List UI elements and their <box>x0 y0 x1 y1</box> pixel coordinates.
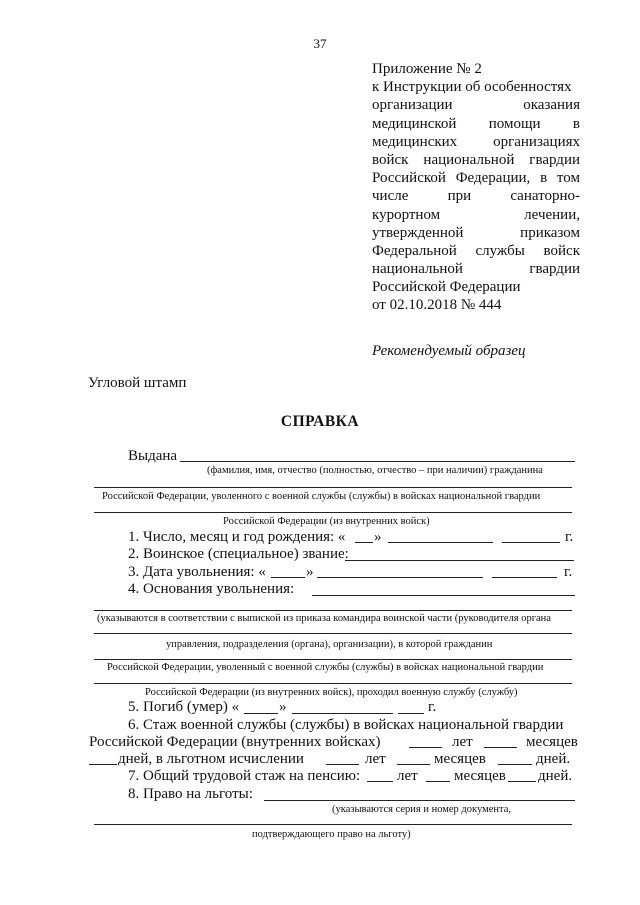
preferential-days-label: дней. <box>536 751 571 767</box>
fill-line[interactable] <box>94 633 572 634</box>
birth-date-label: 1. Число, месяц и год рождения: « <box>128 529 346 545</box>
corner-stamp-label: Угловой штамп <box>88 375 187 391</box>
appendix-line: Федеральной службы войск <box>372 242 580 259</box>
page-number: 37 <box>313 36 327 51</box>
birth-year-field[interactable] <box>502 542 560 543</box>
dismissal-month-field[interactable] <box>317 577 483 578</box>
appendix-line: Приложение № 2 <box>372 61 482 77</box>
service-years-label: лет <box>452 734 473 750</box>
appendix-line: Российской Федерации, в том <box>372 170 580 187</box>
service-months-field[interactable] <box>484 747 517 748</box>
preferential-months-label: месяцев <box>434 751 486 767</box>
work-years-field[interactable] <box>367 781 393 782</box>
benefits-field[interactable] <box>264 800 575 801</box>
issued-to-label: Выдана <box>128 448 178 464</box>
fill-line[interactable] <box>94 610 572 611</box>
service-days-field[interactable] <box>89 764 117 765</box>
service-years-field[interactable] <box>409 747 442 748</box>
sample-label: Рекомендуемый образец <box>372 343 526 359</box>
appendix-line: числе при санаторно- <box>372 188 580 205</box>
work-months-field[interactable] <box>426 781 450 782</box>
preferential-months-field[interactable] <box>397 764 430 765</box>
fill-line[interactable] <box>94 683 572 684</box>
died-year-field[interactable] <box>398 713 424 714</box>
work-days-field[interactable] <box>508 781 536 782</box>
grounds-hint-4: Российской Федерации (из внутренних войск), проходил военную службу (службу) <box>145 687 518 698</box>
issued-to-hint-2: Российской Федерации, уволенного с военной службы (службы) в войсках национальной гвардии <box>102 491 541 502</box>
work-years-label: лет <box>397 768 418 784</box>
appendix-block <box>372 60 580 315</box>
appendix-line: курортном лечении, <box>372 206 580 223</box>
died-label: 5. Погиб (умер) « <box>128 699 240 715</box>
appendix-line: Российской Федерации <box>372 279 521 296</box>
appendix-line: от 02.10.2018 № 444 <box>372 297 502 314</box>
work-months-label: месяцев <box>454 768 506 784</box>
issued-to-hint-3: Российской Федерации (из внутренних войск) <box>223 516 430 527</box>
died-month-field[interactable] <box>292 713 393 714</box>
preferential-years-label: лет <box>365 751 386 767</box>
service-months-label: месяцев <box>526 734 578 750</box>
appendix-line: организации оказания <box>372 97 580 114</box>
birth-month-field[interactable] <box>388 542 493 543</box>
preferential-years-field[interactable] <box>326 764 359 765</box>
appendix-line: утвержденной приказом <box>372 224 580 241</box>
grounds-label: 4. Основания увольнения: <box>128 581 295 597</box>
service-days-label: дней, в льготном исчислении <box>118 751 304 767</box>
dismissal-day-field[interactable] <box>271 577 305 578</box>
grounds-hint-3: Российской Федерации, уволенный с военной службы (службы) в войсках национальной гвардии <box>107 662 544 673</box>
dismissal-date-label: 3. Дата увольнения: « <box>128 564 266 580</box>
birth-day-field[interactable] <box>355 542 373 543</box>
fill-line[interactable] <box>94 487 572 488</box>
work-experience-label: 7. Общий трудовой стаж на пенсию: <box>128 768 361 784</box>
benefits-hint-2: подтверждающего право на льготу) <box>252 829 411 840</box>
died-quote-close: » <box>279 699 287 715</box>
document-title: СПРАВКА <box>280 413 360 430</box>
benefits-label: 8. Право на льготы: <box>128 786 253 802</box>
work-days-label: дней. <box>538 768 573 784</box>
appendix-line: медицинских организациях <box>372 133 580 150</box>
grounds-field[interactable] <box>312 595 575 596</box>
service-length-line-2: Российской Федерации (внутренних войсках) <box>89 734 381 750</box>
birth-year-suffix: г. <box>565 529 574 545</box>
grounds-hint-2: управления, подразделения (органа), организации), в которой гражданин <box>166 639 493 650</box>
fill-line[interactable] <box>94 659 572 660</box>
benefits-hint-1: (указываются серия и номер документа, <box>332 804 512 815</box>
dismissal-quote-close: » <box>306 564 314 580</box>
grounds-hint-1: (указываются в соответствии с выпиской из приказа командира воинской части (руководителя органа <box>97 613 551 624</box>
appendix-line: медицинской помощи в <box>372 115 580 132</box>
rank-label: 2. Воинское (специальное) звание: <box>128 546 349 562</box>
rank-field[interactable] <box>345 560 574 561</box>
appendix-line: войск национальной гвардии <box>372 151 580 168</box>
preferential-days-field[interactable] <box>498 764 532 765</box>
died-year-suffix: г. <box>428 699 437 715</box>
birth-quote-close: » <box>374 529 382 545</box>
fill-line[interactable] <box>94 824 572 825</box>
issued-to-hint: (фамилия, имя, отчество (полностью, отчество – при наличии) гражданина <box>207 465 543 476</box>
appendix-line: национальной гвардии <box>372 261 580 278</box>
issued-to-field[interactable] <box>180 461 575 462</box>
service-length-line-1: 6. Стаж военной службы (службы) в войсках национальной гвардии <box>128 717 564 733</box>
dismissal-year-suffix: г. <box>564 564 573 580</box>
dismissal-year-field[interactable] <box>492 577 557 578</box>
appendix-line: к Инструкции об особенностях <box>372 79 572 96</box>
fill-line[interactable] <box>94 512 572 513</box>
died-day-field[interactable] <box>244 713 278 714</box>
